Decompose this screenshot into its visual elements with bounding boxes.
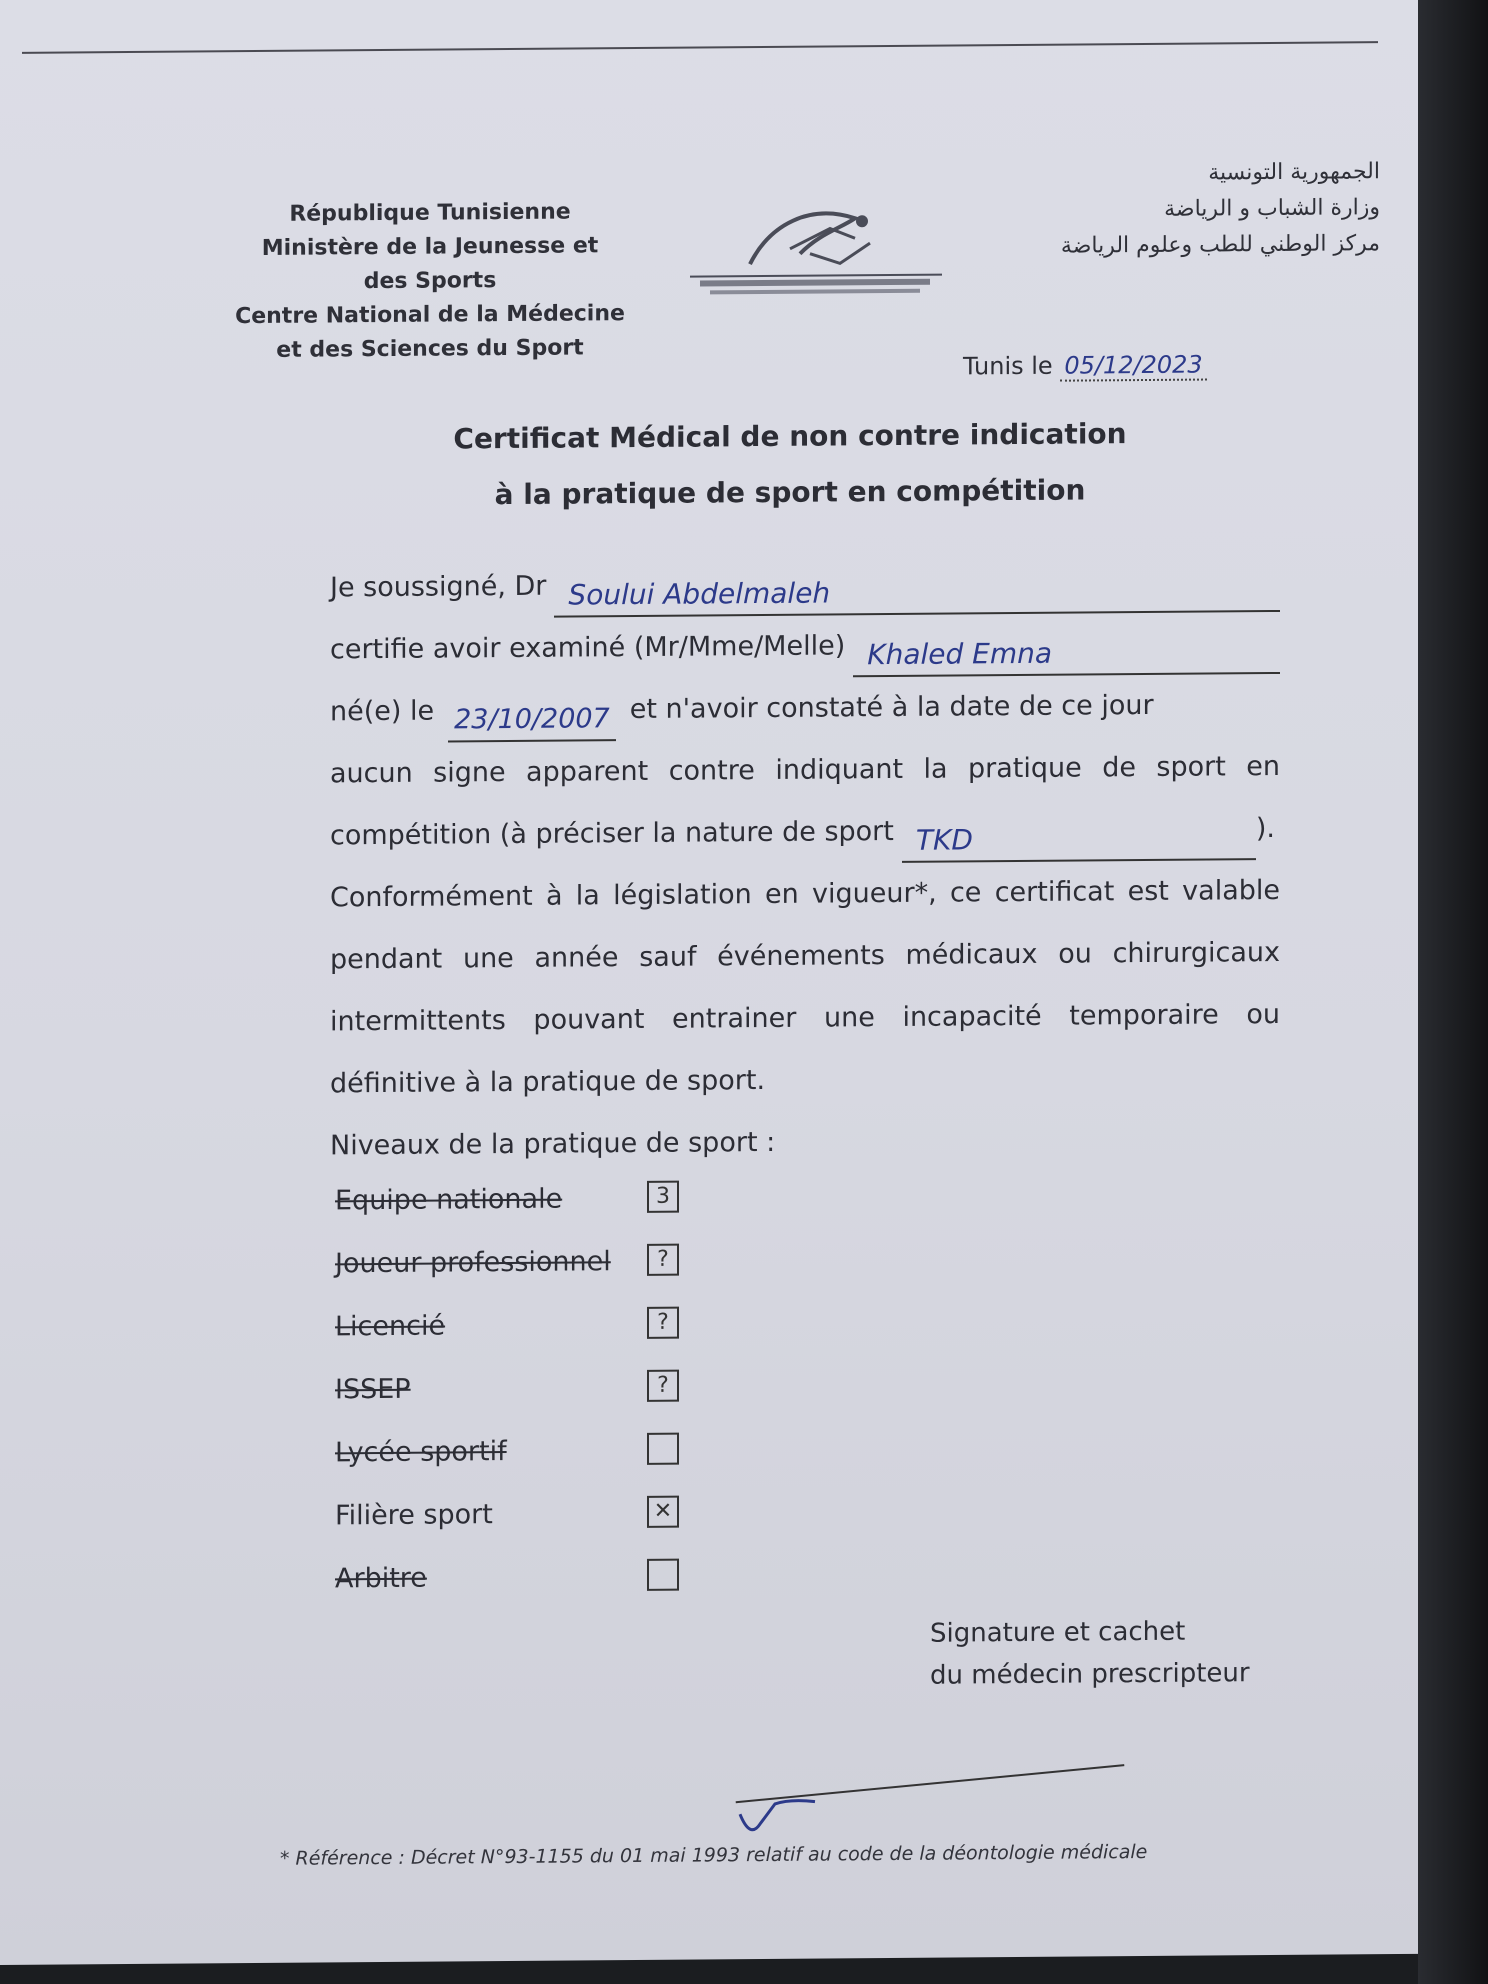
level-item (335, 1425, 935, 1493)
date-line (963, 351, 1207, 381)
birth-date-field[interactable]: 23/10/2007 (448, 699, 616, 742)
birth-row (330, 674, 1280, 743)
footnote: * Référence : Décret N°93-1155 du 01 mai 1993 relatif au code de la déontologie médicale (280, 1840, 1148, 1870)
header-ar-line: مركز الوطني للطب وعلوم الرياضة (1060, 231, 1380, 259)
sport-label: compétition (à préciser la nature de sport (330, 815, 894, 852)
level-item (335, 1299, 935, 1367)
level-checkbox[interactable] (647, 1433, 679, 1465)
level-label: Filière sport (335, 1499, 493, 1532)
level-item (335, 1488, 935, 1556)
level-checkbox[interactable]: 3 (647, 1181, 679, 1213)
patient-name-field[interactable]: Khaled Emna (853, 632, 1280, 677)
ministry-logo-icon (680, 193, 950, 310)
date-label: Tunis le (963, 351, 1053, 381)
level-label: Licencié (335, 1310, 446, 1343)
level-checkbox[interactable]: ? (647, 1370, 679, 1402)
level-checkbox-checked[interactable]: ✕ (647, 1496, 679, 1528)
header-fr-line: des Sports (363, 268, 497, 295)
certificate-body (330, 550, 1280, 1177)
born-label: né(e) le (330, 695, 435, 728)
header-fr-line: Centre National de la Médecine (235, 301, 625, 330)
level-label: Joueur professionnel (335, 1246, 611, 1280)
sport-row (330, 798, 1280, 867)
paragraph-line: pendant une année sauf événements médicaux ou chirurgicaux (330, 936, 1280, 976)
top-rule (22, 41, 1378, 54)
born-suffix: et n'avoir constaté à la date de ce jour (629, 689, 1154, 726)
header-fr-line: République Tunisienne (289, 199, 571, 227)
header-ar-line: الجمهورية التونسية (1208, 159, 1380, 186)
header-ar-line: وزارة الشباب و الرياضة (1164, 195, 1380, 222)
french-header (235, 195, 625, 368)
level-checkbox[interactable]: ? (647, 1307, 679, 1339)
level-label: Equipe nationale (335, 1183, 563, 1217)
doctor-label: Je soussigné, Dr (330, 570, 547, 604)
paragraph-line: Conformément à la législation en vigueur*, ce certificat est valable (330, 874, 1280, 914)
levels-list (335, 1173, 935, 1619)
date-value[interactable]: 05/12/2023 (1060, 351, 1206, 382)
level-label: ISSEP (335, 1373, 411, 1406)
header-fr-line: Ministère de la Jeunesse et (261, 233, 599, 261)
levels-heading: Niveaux de la pratique de sport : (330, 1126, 776, 1162)
certificate-title (400, 406, 1180, 524)
level-checkbox[interactable]: ? (647, 1244, 679, 1276)
paragraph-last-line: définitive à la pratique de sport. (330, 1064, 766, 1100)
doctor-name-field[interactable]: Soului Abdelmaleh (554, 570, 1280, 618)
signature-line-2: du médecin prescripteur (930, 1658, 1250, 1691)
signature-label (930, 1610, 1250, 1697)
level-checkbox[interactable] (647, 1559, 679, 1591)
title-line-1: Certificat Médical de non contre indication (453, 417, 1127, 456)
header-fr-line: et des Sciences du Sport (276, 335, 584, 363)
level-label: Arbitre (335, 1562, 427, 1595)
level-item (335, 1551, 935, 1619)
paragraph-line: intermittents pouvant entrainer une incapacité temporaire ou (330, 998, 1280, 1038)
title-line-2: à la pratique de sport en compétition (494, 473, 1086, 512)
arabic-header (950, 154, 1380, 265)
sport-close: ). (1255, 812, 1275, 845)
examined-row (330, 612, 1280, 681)
signature-mark-icon (735, 1784, 825, 1845)
signature-line-1: Signature et cachet (930, 1616, 1186, 1649)
level-item (335, 1173, 935, 1241)
examined-label: certifie avoir examiné (Mr/Mme/Melle) (330, 630, 846, 666)
sport-nature-field[interactable]: TKD (902, 818, 1256, 863)
page-edge (1418, 0, 1488, 1984)
level-label: Lycée sportif (335, 1436, 507, 1469)
level-item (335, 1236, 935, 1304)
sentence-line: aucun signe apparent contre indiquant la pratique de sport en (330, 750, 1280, 790)
level-item (335, 1362, 935, 1430)
doctor-row (330, 550, 1280, 619)
